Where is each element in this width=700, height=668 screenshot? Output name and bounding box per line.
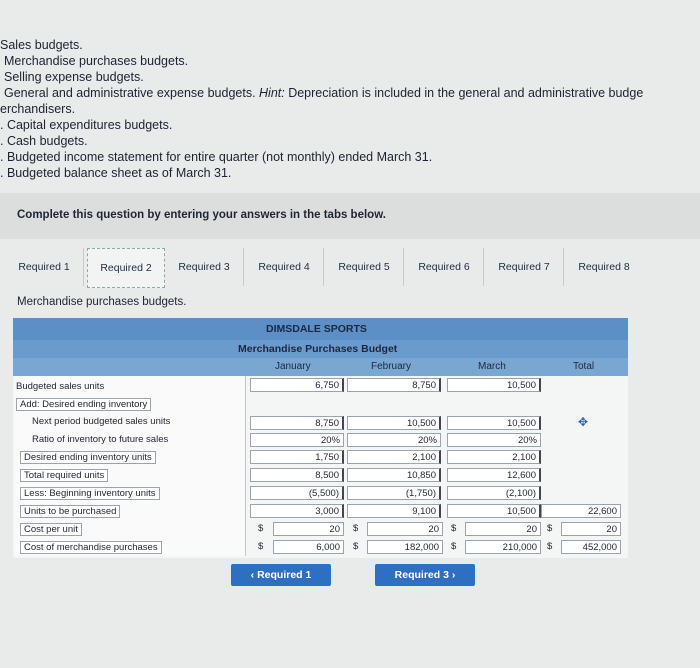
instruction-line: . Budgeted income statement for entire quarter (not monthly) ended March 31. — [0, 150, 433, 164]
instruction-line — [4, 86, 643, 100]
cell-jan-total-req[interactable]: 8,500 — [250, 468, 344, 482]
cell-jan-begin[interactable]: (5,500) — [250, 486, 344, 500]
table-body — [13, 376, 628, 558]
chevron-left-icon: ‹ — [250, 569, 255, 581]
currency-symbol: $ — [451, 541, 457, 552]
move-cursor-icon: ✥ — [578, 415, 589, 429]
cell-mar-cost[interactable]: 20 — [465, 522, 541, 536]
table-header-title — [13, 340, 628, 358]
chevron-right-icon: › — [451, 569, 456, 581]
cell-jan-ratio[interactable]: 20% — [250, 433, 344, 447]
tab-required-7[interactable]: Required 7 — [485, 248, 564, 286]
col-january: January — [275, 361, 311, 372]
cell-total-units[interactable]: 22,600 — [541, 504, 621, 518]
currency-symbol: $ — [258, 541, 264, 552]
cell-feb-cost[interactable]: 20 — [367, 522, 443, 536]
cell-jan-units[interactable]: 3,000 — [250, 504, 344, 518]
instruction-text: General and administrative expense budgets. — [4, 86, 260, 100]
row-label[interactable]: Desired ending inventory units — [20, 451, 156, 464]
tab-required-1[interactable]: Required 1 — [5, 248, 84, 286]
cell-jan-desired[interactable]: 1,750 — [250, 450, 344, 464]
cell-jan-cost[interactable]: 20 — [273, 522, 344, 536]
instruction-line: . Cash budgets. — [0, 134, 88, 148]
cell-mar-begin[interactable]: (2,100) — [447, 486, 541, 500]
col-february: February — [371, 361, 412, 372]
currency-symbol: $ — [451, 523, 457, 534]
cell-mar-next[interactable]: 10,500 — [447, 416, 541, 430]
table-header-company — [13, 318, 628, 340]
instruction-line: Merchandise purchases budgets. — [4, 54, 189, 68]
currency-symbol: $ — [258, 523, 264, 534]
instruction-line: erchandisers. — [0, 102, 76, 116]
tab-required-2[interactable]: Required 2 — [87, 248, 165, 288]
cell-mar-total-req[interactable]: 12,600 — [447, 468, 541, 482]
cell-feb-next[interactable]: 10,500 — [347, 416, 441, 430]
cell-feb-total-req[interactable]: 10,850 — [347, 468, 441, 482]
currency-symbol: $ — [353, 523, 359, 534]
currency-symbol: $ — [547, 523, 553, 534]
currency-symbol: $ — [353, 541, 359, 552]
next-button[interactable] — [375, 564, 475, 586]
cell-mar-units[interactable]: 10,500 — [447, 504, 541, 518]
budget-title: Merchandise Purchases Budget — [238, 343, 398, 355]
tab-required-3[interactable]: Required 3 — [165, 248, 244, 286]
cell-mar-sales[interactable]: 10,500 — [447, 378, 541, 392]
table-header-columns — [13, 358, 628, 376]
tab-required-6[interactable]: Required 6 — [405, 248, 484, 286]
col-march: March — [478, 361, 506, 372]
row-label[interactable]: Less: Beginning inventory units — [20, 487, 160, 500]
cell-feb-ratio[interactable]: 20% — [347, 433, 441, 447]
row-label[interactable]: Cost per unit — [20, 523, 82, 536]
cell-total-purchases[interactable]: 452,000 — [561, 540, 621, 554]
next-button-label: Required 3 — [394, 569, 449, 581]
instruction-line: Sales budgets. — [0, 38, 83, 52]
row-label[interactable]: Add: Desired ending inventory — [16, 398, 151, 411]
instruction-line: Selling expense budgets. — [4, 70, 144, 84]
prev-button-label: Required 1 — [257, 569, 312, 581]
cell-mar-purchases[interactable]: 210,000 — [465, 540, 541, 554]
banner-text: Complete this question by entering your answers in the tabs below. — [17, 209, 386, 221]
row-label[interactable]: Units to be purchased — [20, 505, 120, 518]
cell-total-cost[interactable]: 20 — [561, 522, 621, 536]
tab-required-4[interactable]: Required 4 — [245, 248, 324, 286]
cell-feb-sales[interactable]: 8,750 — [347, 378, 441, 392]
cell-feb-units[interactable]: 9,100 — [347, 504, 441, 518]
row-label: Budgeted sales units — [16, 381, 105, 392]
prev-button[interactable] — [231, 564, 331, 586]
hint-text: Depreciation is included in the general and administrative budge — [284, 86, 644, 100]
cell-feb-desired[interactable]: 2,100 — [347, 450, 441, 464]
row-label[interactable]: Total required units — [20, 469, 108, 482]
row-label: Next period budgeted sales units — [32, 416, 171, 427]
hint-label: Hint: — [259, 86, 285, 100]
col-total: Total — [573, 361, 595, 372]
currency-symbol: $ — [547, 541, 553, 552]
row-label[interactable]: Cost of merchandise purchases — [20, 541, 162, 554]
question-banner — [0, 193, 700, 239]
tab-required-5[interactable]: Required 5 — [325, 248, 404, 286]
cell-jan-sales[interactable]: 6,750 — [250, 378, 344, 392]
instruction-line: . Capital expenditures budgets. — [0, 118, 173, 132]
cell-mar-desired[interactable]: 2,100 — [447, 450, 541, 464]
tab-bar — [5, 248, 645, 288]
company-name: DIMSDALE SPORTS — [266, 323, 367, 335]
label-column — [15, 376, 246, 556]
tab-required-8[interactable]: Required 8 — [578, 261, 630, 273]
purchases-budget-table — [13, 318, 628, 558]
cell-jan-next[interactable]: 8,750 — [250, 416, 344, 430]
cell-mar-ratio[interactable]: 20% — [447, 433, 541, 447]
row-label: Ratio of inventory to future sales — [32, 434, 169, 445]
instruction-line: . Budgeted balance sheet as of March 31. — [0, 166, 232, 180]
cell-feb-purchases[interactable]: 182,000 — [367, 540, 443, 554]
cell-feb-begin[interactable]: (1,750) — [347, 486, 441, 500]
section-title: Merchandise purchases budgets. — [17, 296, 187, 308]
cell-jan-purchases[interactable]: 6,000 — [273, 540, 344, 554]
